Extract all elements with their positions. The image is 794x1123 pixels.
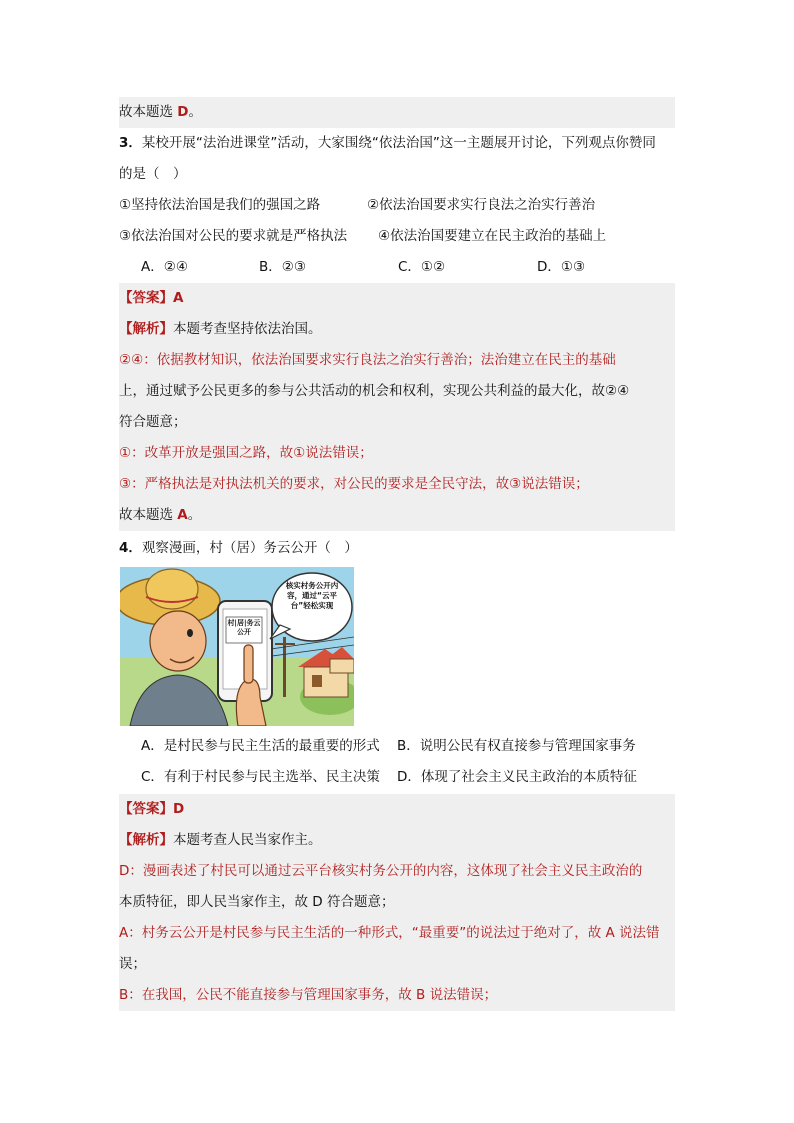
q4-option-b: B．说明公民有权直接参与管理国家事务 (397, 738, 636, 754)
q3-statements-row2 (119, 221, 675, 252)
q3-statements-row1 (119, 190, 675, 221)
q4-answer (119, 794, 675, 825)
q3-conclusion-answer: A (177, 507, 188, 523)
q3-option-a: A．②④ (141, 259, 188, 275)
q3-analysis-intro (119, 314, 675, 345)
q3-analysis-b-text: ①：改革开放是强国之路，故①说法错误； (119, 445, 373, 461)
q4-analysis-intro-text: 本题考查人民当家作主。 (173, 832, 322, 848)
cartoon-phone-text: 村|居|务云公开 (227, 619, 261, 636)
q4-option-d: D．体现了社会主义民主政治的本质特征 (397, 769, 637, 785)
q3-analysis-a1-text: ②④：依据教材知识，依法治国要求实行良法之治实行善治；法治建立在民主的基础 (119, 352, 616, 368)
q3-analysis-label: 【解析】 (119, 321, 173, 337)
q3-analysis-c (119, 469, 675, 500)
q4-analysis-d2: 本质特征，即人民当家作主，故 D 符合题意； (119, 887, 675, 918)
q3-analysis-a2: 上，通过赋予公民更多的参与公共活动的机会和权利，实现公共利益的最大化，故②④ (119, 376, 675, 407)
q4-analysis-d1 (119, 856, 675, 887)
q4-analysis-b-text: B：在我国，公民不能直接参与管理国家事务，故 B 说法错误； (119, 987, 498, 1003)
q4-answer-label: 【答案】 (119, 801, 173, 817)
q4-analysis-a1 (119, 918, 675, 949)
q3-analysis-b (119, 438, 675, 469)
q3-answer (119, 283, 675, 314)
q3-number: 3． (119, 135, 142, 151)
q3-conclusion-suffix: 。 (187, 507, 202, 523)
prev-conclusion-answer: D (177, 104, 189, 120)
prev-conclusion (119, 97, 675, 128)
q3-answer-label: 【答案】 (119, 290, 173, 306)
q4-analysis-b (119, 980, 675, 1011)
q4-answer-value: D (173, 801, 185, 817)
q3-answer-value: A (173, 290, 184, 306)
q4-analysis-a2: 误； (119, 949, 675, 980)
q3-conclusion-prefix: 故本题选 (119, 507, 178, 523)
q3-analysis-c-text: ③：严格执法是对执法机关的要求，对公民的要求是全民守法，故③说法错误； (119, 476, 589, 492)
prev-conclusion-prefix: 故本题选 (119, 104, 178, 120)
prev-conclusion-suffix: 。 (188, 104, 203, 120)
q3-statement-4: ④依法治国要建立在民主政治的基础上 (378, 228, 607, 244)
q3-stem-line1 (119, 128, 675, 159)
q3-stem-line2: 的是（ ） (119, 166, 187, 182)
q3-statement-3: ③依法治国对公民的要求就是严格执法 (119, 228, 348, 244)
q3-analysis-a1 (119, 345, 675, 376)
q4-stem-text: 观察漫画，村（居）务云公开（ ） (141, 540, 358, 556)
q3-option-d: D．①③ (537, 259, 586, 275)
q3-stem-text: 某校开展“法治进课堂”活动，大家围绕“依法治国”这一主题展开讨论，下列观点你赞同 (141, 135, 656, 151)
q3-analysis-a3: 符合题意； (119, 407, 675, 438)
q3-analysis-intro-text: 本题考查坚持依法治国。 (173, 321, 322, 337)
q4-analysis-a1-text: A：村务云公开是村民参与民主生活的一种形式，“最重要”的说法过于绝对了，故 A 说法错 (119, 925, 660, 941)
q4-option-a: A．是村民参与民主生活的最重要的形式 (141, 738, 380, 754)
cartoon-bubble-text: 核实村务公开内容，通过“云平台”轻松实现 (285, 581, 339, 610)
q4-cartoon (120, 567, 354, 726)
q3-statement-1: ①坚持依法治国是我们的强国之路 (119, 197, 321, 213)
q4-analysis-label: 【解析】 (119, 832, 173, 848)
q3-option-b: B．②③ (259, 259, 306, 275)
q3-option-c: C．①② (398, 259, 446, 275)
q4-number: 4． (119, 540, 142, 556)
q3-statement-2: ②依法治国要求实行良法之治实行善治 (367, 197, 596, 213)
q3-conclusion (119, 500, 675, 531)
q4-stem (119, 533, 675, 564)
q4-option-c: C．有利于村民参与民主选举、民主决策 (141, 769, 380, 785)
q4-analysis-d1-text: D：漫画表述了村民可以通过云平台核实村务公开的内容，这体现了社会主义民主政治的 (119, 863, 643, 879)
q4-analysis-intro (119, 825, 675, 856)
